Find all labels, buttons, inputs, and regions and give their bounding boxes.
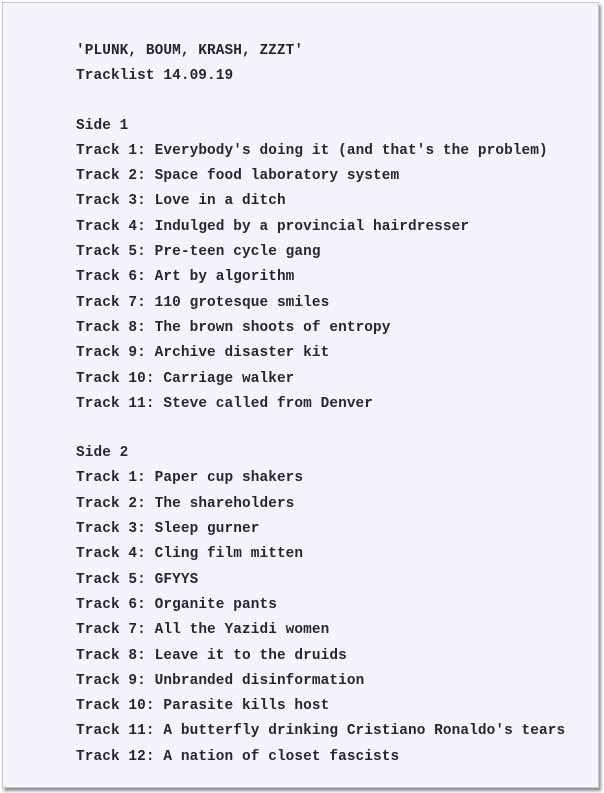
track-number: Track 11: [76,723,155,740]
track-number: Track 9: [76,672,146,689]
track-line [76,669,565,694]
track-title: Carriage walker [163,370,295,387]
track-line [76,240,565,265]
side-label: Side 2 [76,445,129,462]
track-title: Love in a ditch [154,193,286,210]
track-number: Track 7: [76,622,146,639]
track-line [76,139,565,164]
track-title: A nation of closet fascists [163,748,400,765]
track-line [76,719,565,744]
track-number: Track 1: [76,470,146,487]
track-number: Track 10: [76,370,155,387]
document-title: 'PLUNK, BOUM, KRASH, ZZZT' [76,43,304,59]
track-line [76,568,565,593]
track-number: Track 9: [76,345,146,362]
track-title: Leave it to the druids [154,647,347,664]
track-line [76,542,565,567]
side-1 [76,114,565,418]
track-number: Track 3: [76,521,146,538]
track-title: The shareholders [154,495,295,512]
side-2 [76,441,565,770]
track-line [76,593,565,618]
track-number: Track 10: [76,698,155,715]
track-line [76,644,565,669]
document-subtitle: Tracklist 14.09.19 [76,68,234,85]
track-line [76,341,565,366]
track-number: Track 12: [76,748,155,765]
track-number: Track 11: [76,395,155,412]
track-line [76,392,565,417]
track-line [76,164,565,189]
track-line [76,618,565,643]
track-title: Organite pants [154,596,277,613]
track-number: Track 7: [76,294,146,311]
typed-page [2,2,599,788]
track-line [76,492,565,517]
track-number: Track 2: [76,495,146,512]
track-number: Track 4: [76,218,146,235]
track-line [76,466,565,491]
track-title: Art by algorithm [154,269,295,286]
track-number: Track 5: [76,571,146,588]
track-line [76,265,565,290]
track-title: Sleep gurner [154,521,260,538]
track-line [76,517,565,542]
track-title: A butterfly drinking Cristiano Ronaldo's tears [163,723,566,740]
track-number: Track 2: [76,168,146,185]
track-number: Track 8: [76,647,146,664]
side-label: Side 1 [76,117,129,134]
track-title: Steve called from Denver [163,395,374,412]
track-number: Track 3: [76,193,146,210]
track-title: Space food laboratory system [154,168,400,185]
track-number: Track 8: [76,319,146,336]
track-line [76,745,565,770]
track-line [76,215,565,240]
track-line [76,316,565,341]
track-line [76,189,565,214]
spacer [76,90,565,114]
track-number: Track 4: [76,546,146,563]
track-title: All the Yazidi women [154,622,330,639]
track-line [76,367,565,392]
track-title: Archive disaster kit [154,345,330,362]
track-title: Cling film mitten [154,546,304,563]
spacer [76,417,565,441]
track-title: Paper cup shakers [154,470,304,487]
track-title: GFYYS [154,571,199,588]
track-line [76,291,565,316]
track-number: Track 6: [76,269,146,286]
track-title: Everybody's doing it (and that's the problem) [154,142,548,159]
track-title: Pre-teen cycle gang [154,244,321,261]
track-number: Track 6: [76,596,146,613]
tracklist-content [76,39,565,770]
track-title: Indulged by a provincial hairdresser [154,218,470,235]
track-title: 110 grotesque smiles [154,294,330,311]
track-number: Track 1: [76,142,146,159]
track-title: Parasite kills host [163,698,330,715]
track-title: The brown shoots of entropy [154,319,391,336]
track-title: Unbranded disinformation [154,672,365,689]
track-line [76,694,565,719]
track-number: Track 5: [76,244,146,261]
